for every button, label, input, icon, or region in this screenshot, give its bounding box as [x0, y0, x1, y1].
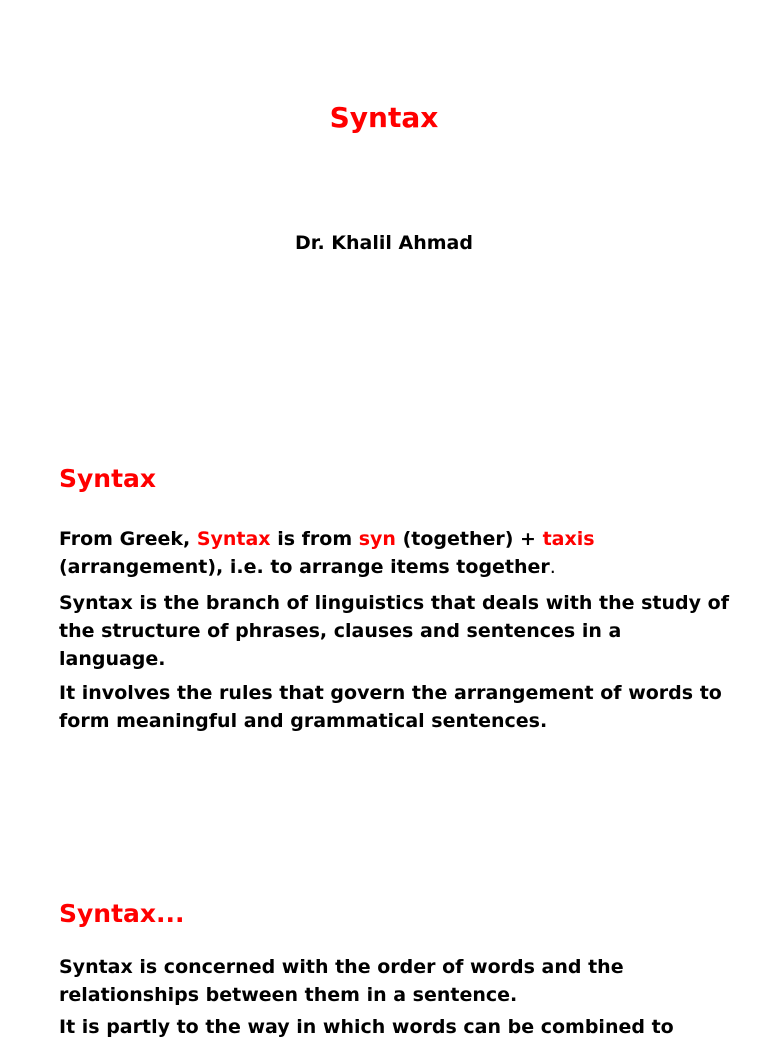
slide-title: Syntax: [329, 101, 439, 134]
arrangement-text: (arrangement), i.e. to arrange items together: [59, 556, 550, 578]
section-heading-syntax-continued: Syntax...: [59, 899, 185, 928]
is-from-text: is from: [270, 528, 359, 550]
rules-paragraph: It involves the rules that govern the arrangement of words to form meaningful and grammatical sentences.: [59, 682, 722, 732]
definition-paragraph: Syntax is the branch of linguistics that deals with the study of the structure of phrases, clauses and sentences in a language.: [59, 592, 729, 670]
cutoff-paragraph: It is partly to the way in which words can be combined to: [59, 1016, 674, 1038]
syn-term: syn: [358, 528, 396, 550]
from-greek-text: From Greek,: [59, 528, 197, 550]
author-name: Dr. Khalil Ahmad: [295, 232, 473, 254]
taxis-term: taxis: [542, 528, 595, 550]
etymology-paragraph: [59, 525, 729, 581]
period: .: [549, 556, 556, 578]
together-text: (together) +: [395, 528, 543, 550]
word-order-paragraph: Syntax is concerned with the order of words and the relationships between them in a sentence.: [59, 956, 624, 1006]
section-heading-syntax: Syntax: [59, 464, 157, 493]
syntax-term: Syntax: [196, 528, 271, 550]
